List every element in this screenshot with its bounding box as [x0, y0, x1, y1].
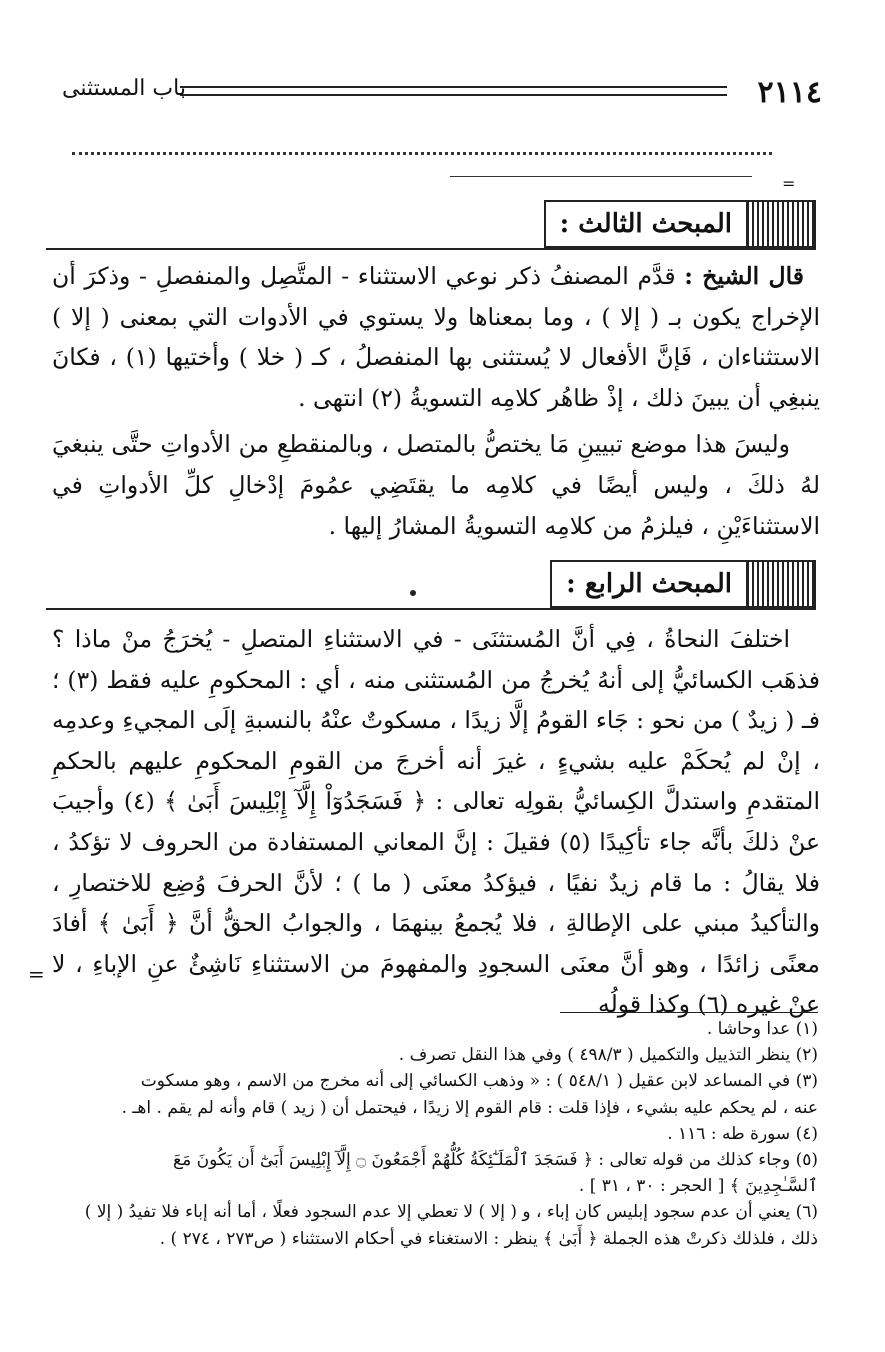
footnote: (٤) سورة طه : ١١٦ .: [667, 1123, 818, 1144]
section-4-body: [52, 619, 820, 1025]
footnotes: [28, 1016, 818, 1252]
paragraph-text: قدَّم المصنفُ ذكر نوعي الاستثناء - المتَّصِل والمنفصلِ - وذكرَ أن الإخراج يكون بـ ( إلا ) ، وما بمعناها ولا يستوي في الأدوات التي بمعنى ( إلا ) الاستثناءان ، فَإنَّ الأفعال لا يُستثنى بها المنفصلُ ، كـ ( خلا ) وأختيها (١) ، فكانَ ينبغِي أن يبينَ ذلك ، إذْ ظاهُر كلامِه التسويةُ (٢) انتهى .: [52, 262, 821, 412]
section-heading-3: [46, 200, 816, 248]
chapter-title: باب المستثنى: [62, 76, 186, 101]
header-double-rule: [180, 86, 727, 96]
section-heading-box: [544, 200, 816, 248]
continuation-mark: =: [28, 962, 45, 986]
section-3-body: [52, 256, 820, 546]
heading-underline: [46, 608, 816, 610]
footnote: (٣) في المساعد لابن عقيل ( ٥٤٨/١ ) : « وذهب الكسائي إلى أنه مخرج من الاسم ، وهو مسكوت: [140, 1071, 818, 1092]
decorative-dot: [410, 590, 416, 596]
page-number: ٢١١٤: [757, 75, 822, 110]
footnote: (١) عدا وحاشا .: [706, 1019, 818, 1039]
footnote-rule: [560, 1012, 818, 1013]
paragraph: [52, 256, 820, 418]
footnote: (٥) وجاء كذلك من قوله تعالى : ﴿ فَسَجَدَ ٱلْمَلَـٰٓئِكَةُ كُلُّهُمْ أَجْمَعُونَ ۝ إِلَّآ إِبْلِيسَ أَبَىٰٓ أَن يَكُونَ مَعَ: [173, 1150, 818, 1171]
heading-ornament: [746, 202, 814, 246]
footnote: (٢) ينظر التذييل والتكميل ( ٤٩٨/٣ ) وفي هذا النقل تصرف .: [398, 1045, 818, 1066]
section-heading-4: [46, 560, 816, 608]
page-header: [62, 72, 822, 112]
continuation-mark-top: =: [782, 174, 796, 193]
footnote-continuation: عنه ، لم يحكم عليه بشيء ، فإذا قلت : قام القوم إلا زيدًا ، فيحتمل أن ( زيد ) قام وأنه لم يقم . اهـ .: [121, 1097, 818, 1118]
dotted-separator: [72, 152, 772, 155]
footnote: (٦) يعني أن عدم سجود إبليس كان إباء ، و ( إلا ) لا تعطي إلا عدم السجود فعلًا ، أما أنه إباء فلا تفيدُ ( إلا ): [84, 1202, 818, 1223]
paragraph-lead: قال الشيخ :: [684, 262, 804, 290]
heading-ornament: [746, 562, 814, 606]
paragraph: اختلفَ النحاةُ ، فِي أنَّ المُستثنَى - في الاستثناءِ المتصلِ - يُخرَجُ منْ ماذا ؟ فذهَب الكسائيُّ إلى أنهُ يُخرجُ من المُستثنى منه ، أي : المحكومِ عليه فقط (٣) ؛ فـ ( زيدٌ ) من نحو : جَاء القومُ إلَّا زيدًا ، مسكوتٌ عنْهُ بالنسبةِ إلَى المجيءِ وعدمِه ، إنْ لم يُحكَمْ عليه بشيءٍ ، غيرَ أنه أخرجَ من القومِ المحكومِ عليهم بالحكمِ المتقدمِ واستدلَّ الكِسائيُّ بقولِه تعالى : ﴿ فَسَجَدُوٓاْ إِلَّآ إِبْلِيسَ أَبَىٰ ﴾ (٤) وأجيبَ عنْ ذلكَ بأنَّه جاء تأكِيدًا (٥) فقيلَ : إنَّ المعاني المستفادة من الحروف لا تؤكدُ ، فلا يقالُ : ما قام زيدٌ نفيًا ، فيؤكدُ معنَى ( ما ) ؛ لأنَّ الحرفَ وُضِع للاختصارِ ، والتأكيدُ مبني على الإطالةِ ، فلا يُجمعُ بينهمَا ، والجوابُ الحقُّ أنَّ ﴿ أَبَىٰ ﴾ أفادَ معنًى زائدًا ، وهو أنَّ معنَى السجودِ والمفهومَ من الاستثناءِ نَاشِئٌ عنِ الإباءِ ، لا عنْ غيره (٦) وكذا قولُه: [52, 625, 821, 1019]
section-title: المبحث الثالث :: [559, 209, 732, 239]
section-heading-box: [550, 560, 816, 608]
section-title: المبحث الرابع :: [566, 569, 732, 599]
paragraph: وليسَ هذا موضع تبيينِ مَا يختصُّ بالمتصل ، وبالمنقطعِ من الأدواتِ حتَّى ينبغيَ لهُ ذلكَ ، وليس أيضًا في كلامِه ما يقتَضِي عمُومَ إدْخالِ كلِّ الأدواتِ في الاستثناءَيْنِ ، فيلزمُ من كلامِه التسويةُ المشارُ إليها .: [52, 430, 820, 540]
separator-line: [450, 176, 752, 177]
heading-underline: [46, 248, 816, 250]
footnote-continuation: ذلك ، فلذلك ذكرتْ هذه الجملة ﴿ أَبَىٰ ﴾ ينظر : الاستغناء في أحكام الاستثناء ( ص٢٧٣ ، ٢٧٤ ) .: [159, 1228, 818, 1249]
footnote-continuation: ٱلسَّـٰجِدِينَ ﴾ [ الحجر : ٣٠ ، ٣١ ] .: [578, 1176, 818, 1197]
